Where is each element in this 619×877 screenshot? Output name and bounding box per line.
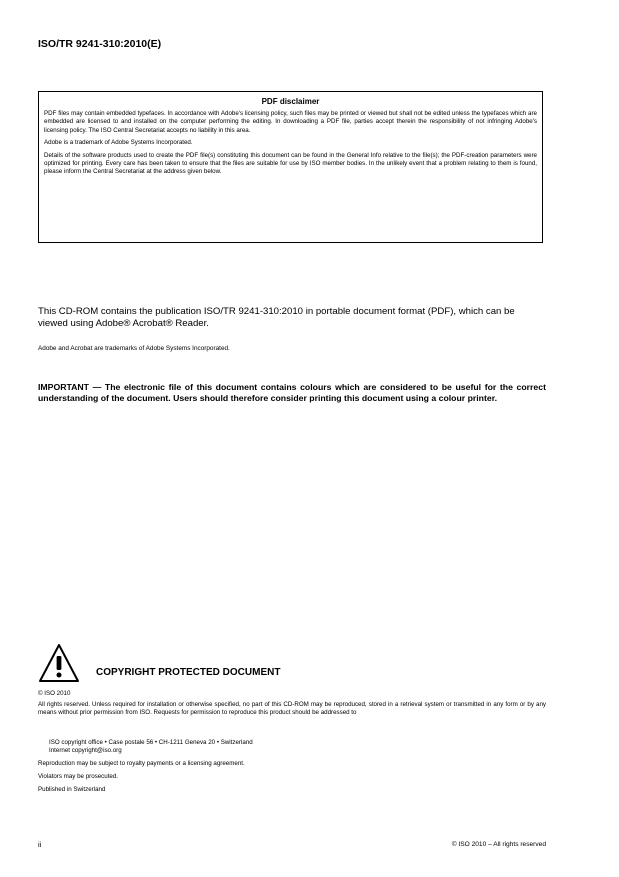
page-number: ii xyxy=(38,840,42,849)
disclaimer-title: PDF disclaimer xyxy=(261,97,320,106)
trademark-note: Adobe and Acrobat are trademarks of Adobe Systems Incorporated. xyxy=(38,345,230,352)
disclaimer-paragraph-trademark: Adobe is a trademark of Adobe Systems Incorporated. xyxy=(44,139,193,147)
document-id-header: ISO/TR 9241-310:2010(E) xyxy=(38,38,162,50)
copyright-title: COPYRIGHT PROTECTED DOCUMENT xyxy=(96,667,281,678)
reproduction-note: Reproduction may be subject to royalty payments or a licensing agreement. xyxy=(38,760,245,767)
violators-note: Violators may be prosecuted. xyxy=(38,773,119,780)
important-notice: IMPORTANT — The electronic file of this document contains colours which are considered to be useful for the correct understanding of the document. Users should therefore consider printing this document using a colour printer. xyxy=(38,382,546,403)
disclaimer-paragraph-typefaces: PDF files may contain embedded typefaces. In accordance with Adobe's licensing policy, such files may be printed or viewed but shall not be edited unless the typefaces which are embedded are licensed to and installed on the computer performing the editing. In downloading a PDF file, parties accept therein the responsibility of not infringing Adobe's licensing policy. The ISO Central Secretariat accepts no liability in this area. xyxy=(44,110,537,134)
cdrom-description: This CD-ROM contains the publication ISO/TR 9241-310:2010 in portable document format (PDF), which can be viewed using Adobe® Acrobat® Reader. xyxy=(38,306,515,329)
pdf-disclaimer-box xyxy=(38,91,543,243)
published-note: Published in Switzerland xyxy=(38,786,106,793)
warning-triangle-icon xyxy=(38,643,80,683)
copyright-rights-text: All rights reserved. Unless required for installation or otherwise specified, no part of this CD-ROM may be reproduced, stored in a retrieval system or transmitted in any form or by any means without prior permission from ISO. Requests for permission to reproduce this product should be addressed to xyxy=(38,701,546,717)
address-line-internet: Internet copyright@iso.org xyxy=(49,747,122,755)
address-line-office: ISO copyright office • Case postale 56 • CH-1211 Geneva 20 • Switzerland xyxy=(49,739,253,746)
iso-address xyxy=(49,739,253,755)
footer-rights: © ISO 2010 – All rights reserved xyxy=(451,841,546,848)
disclaimer-paragraph-details: Details of the software products used to create the PDF file(s) constituting this document can be found in the General Info relative to the file(s); the PDF-creation parameters were optimized for printing. Every care has been taken to ensure that the files are suitable for use by ISO member bodies. In the unlikely event that a problem relating to them is found, please inform the Central Secretariat at the address given below. xyxy=(44,151,537,176)
copyright-symbol-line: © ISO 2010 xyxy=(38,690,71,697)
